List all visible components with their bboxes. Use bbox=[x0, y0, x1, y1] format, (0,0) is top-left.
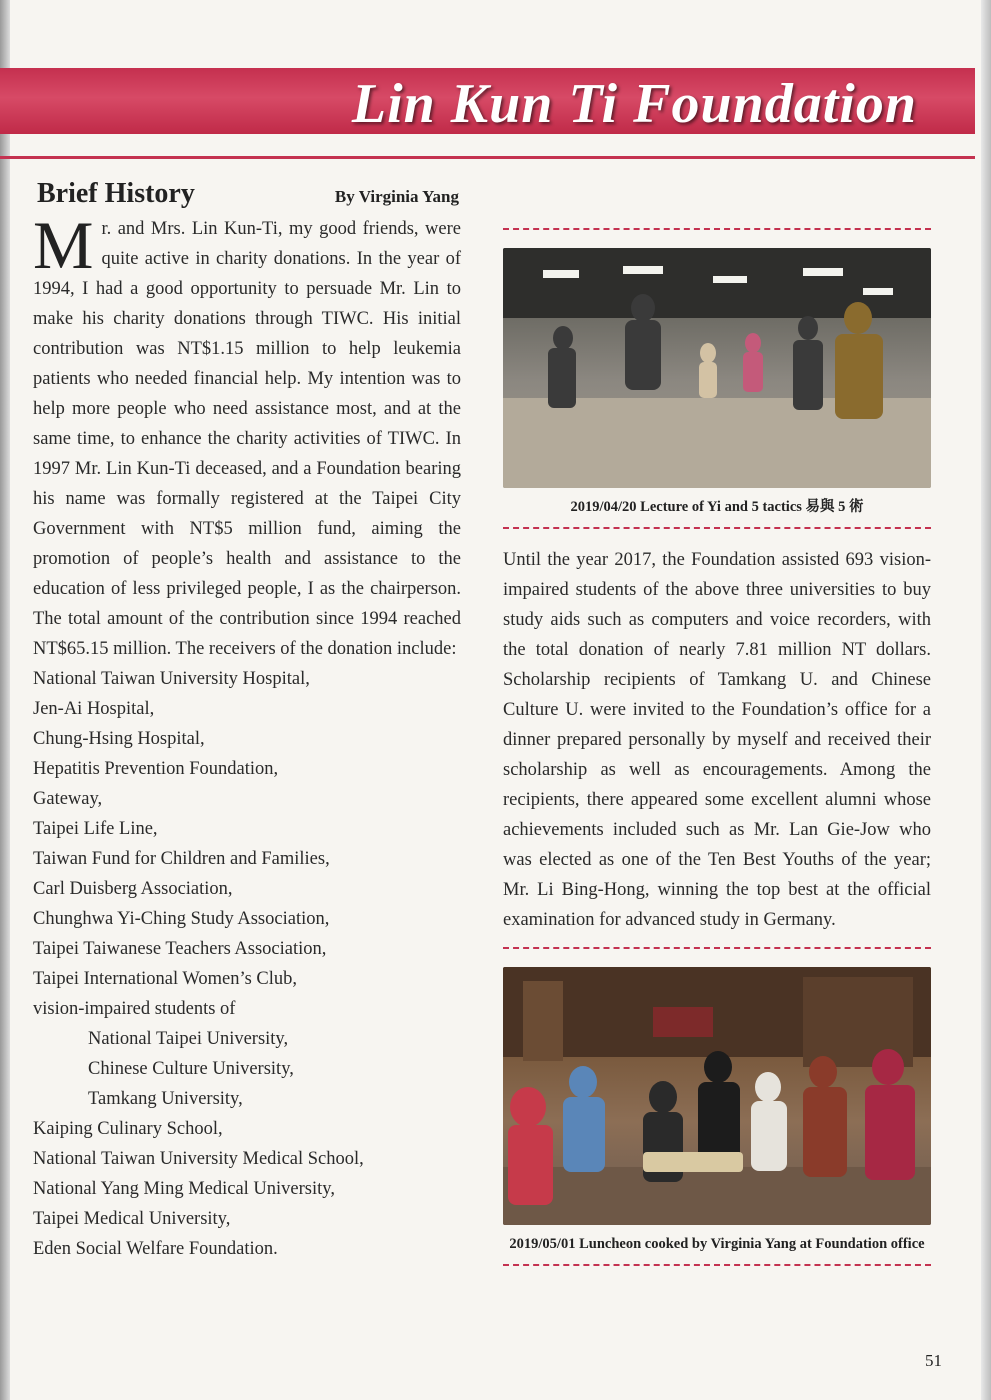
dashed-divider bbox=[503, 228, 931, 230]
list-item: Tamkang University, bbox=[88, 1089, 243, 1109]
list-item: Taipei Taiwanese Teachers Association, bbox=[33, 939, 327, 959]
lecture-photo bbox=[503, 248, 931, 488]
section-title: Brief History bbox=[37, 178, 195, 209]
list-item: Chinese Culture University, bbox=[88, 1059, 294, 1079]
dashed-divider bbox=[503, 1264, 931, 1266]
drop-cap: M bbox=[33, 207, 94, 283]
page-title: Lin Kun Ti Foundation bbox=[351, 73, 917, 135]
list-item: Chunghwa Yi-Ching Study Association, bbox=[33, 909, 330, 929]
right-paragraph: Until the year 2017, the Foundation assisted 693 vision-impaired students of the above three universities to buy study aids such as computers and voice recorders, with the total donation of nearly 7.81 million NT dollars. Scholarship recipients of Tamkang U. and Chinese Culture U. were invited to the Foundation’s office for a dinner prepared personally by myself and received their scholarship as well as encouragements. Among the recipients, there appeared some excellent alumni whose achievements included such as Mr. Lan Gie-Jow who was elected as one of the Ten Best Youths of the year; Mr. Li Bing-Hong, winning the top best at the official examination for advanced study in Germany. bbox=[503, 550, 931, 930]
page-number: 51 bbox=[925, 1351, 942, 1370]
list-item: Carl Duisberg Association, bbox=[33, 879, 233, 899]
byline: By Virginia Yang bbox=[334, 187, 459, 206]
list-item: Chung-Hsing Hospital, bbox=[33, 729, 205, 749]
photo-caption-1: 2019/04/20 Lecture of Yi and 5 tactics 易與 5 術 bbox=[570, 499, 864, 515]
section-header bbox=[37, 178, 461, 210]
list-item: Hepatitis Prevention Foundation, bbox=[33, 759, 279, 779]
list-item: Eden Social Welfare Foundation. bbox=[33, 1239, 278, 1259]
book-spine-shadow bbox=[0, 0, 10, 1400]
luncheon-photo-illustration bbox=[503, 967, 931, 1225]
right-column bbox=[503, 228, 931, 1266]
title-banner bbox=[0, 68, 975, 134]
photo-caption-2: 2019/05/01 Luncheon cooked by Virginia Yang at Foundation office bbox=[509, 1236, 925, 1252]
list-item: National Yang Ming Medical University, bbox=[33, 1179, 335, 1199]
list-item: Jen-Ai Hospital, bbox=[33, 699, 155, 719]
divider bbox=[0, 156, 975, 159]
luncheon-photo bbox=[503, 967, 931, 1225]
dashed-divider bbox=[503, 947, 931, 949]
intro-paragraph bbox=[33, 207, 461, 664]
list-item: National Taiwan University Hospital, bbox=[33, 669, 310, 689]
page-edge bbox=[981, 0, 991, 1400]
list-item: Gateway, bbox=[33, 789, 103, 809]
list-item: vision-impaired students of bbox=[33, 999, 236, 1019]
list-item: Taiwan Fund for Children and Families, bbox=[33, 849, 330, 869]
list-item: Taipei Life Line, bbox=[33, 819, 158, 839]
list-item: National Taipei University, bbox=[88, 1029, 289, 1049]
list-item: National Taiwan University Medical School, bbox=[33, 1149, 364, 1169]
left-column bbox=[33, 178, 461, 1264]
lecture-photo-illustration bbox=[503, 248, 931, 488]
list-item: Taipei International Women’s Club, bbox=[33, 969, 298, 989]
dashed-divider bbox=[503, 527, 931, 529]
list-item: Kaiping Culinary School, bbox=[33, 1119, 223, 1139]
list-item: Taipei Medical University, bbox=[33, 1209, 231, 1229]
recipients-list bbox=[33, 664, 461, 1264]
intro-text: r. and Mrs. Lin Kun-Ti, my good friends, were quite active in charity donations. In the year of 1994, I had a good opportunity to persuade Mr. Lin to make his charity donations through TIWC. His initial contribution was NT$1.15 million to help leukemia patients who needed financial help. My intention was to help more people who need assistance most, and at the same time, to enhance the charity activities of TIWC. In 1997 Mr. Lin Kun-Ti deceased, and a Foundation bearing his name was formally registered at the Taipei City Government with NT$5 million fund, aiming the promotion of people’s health and assistance to the education of less privileged people, I as the chairperson. The total amount of the contribution since 1994 reached NT$65.15 million. The receivers of the donation include: bbox=[33, 219, 461, 659]
